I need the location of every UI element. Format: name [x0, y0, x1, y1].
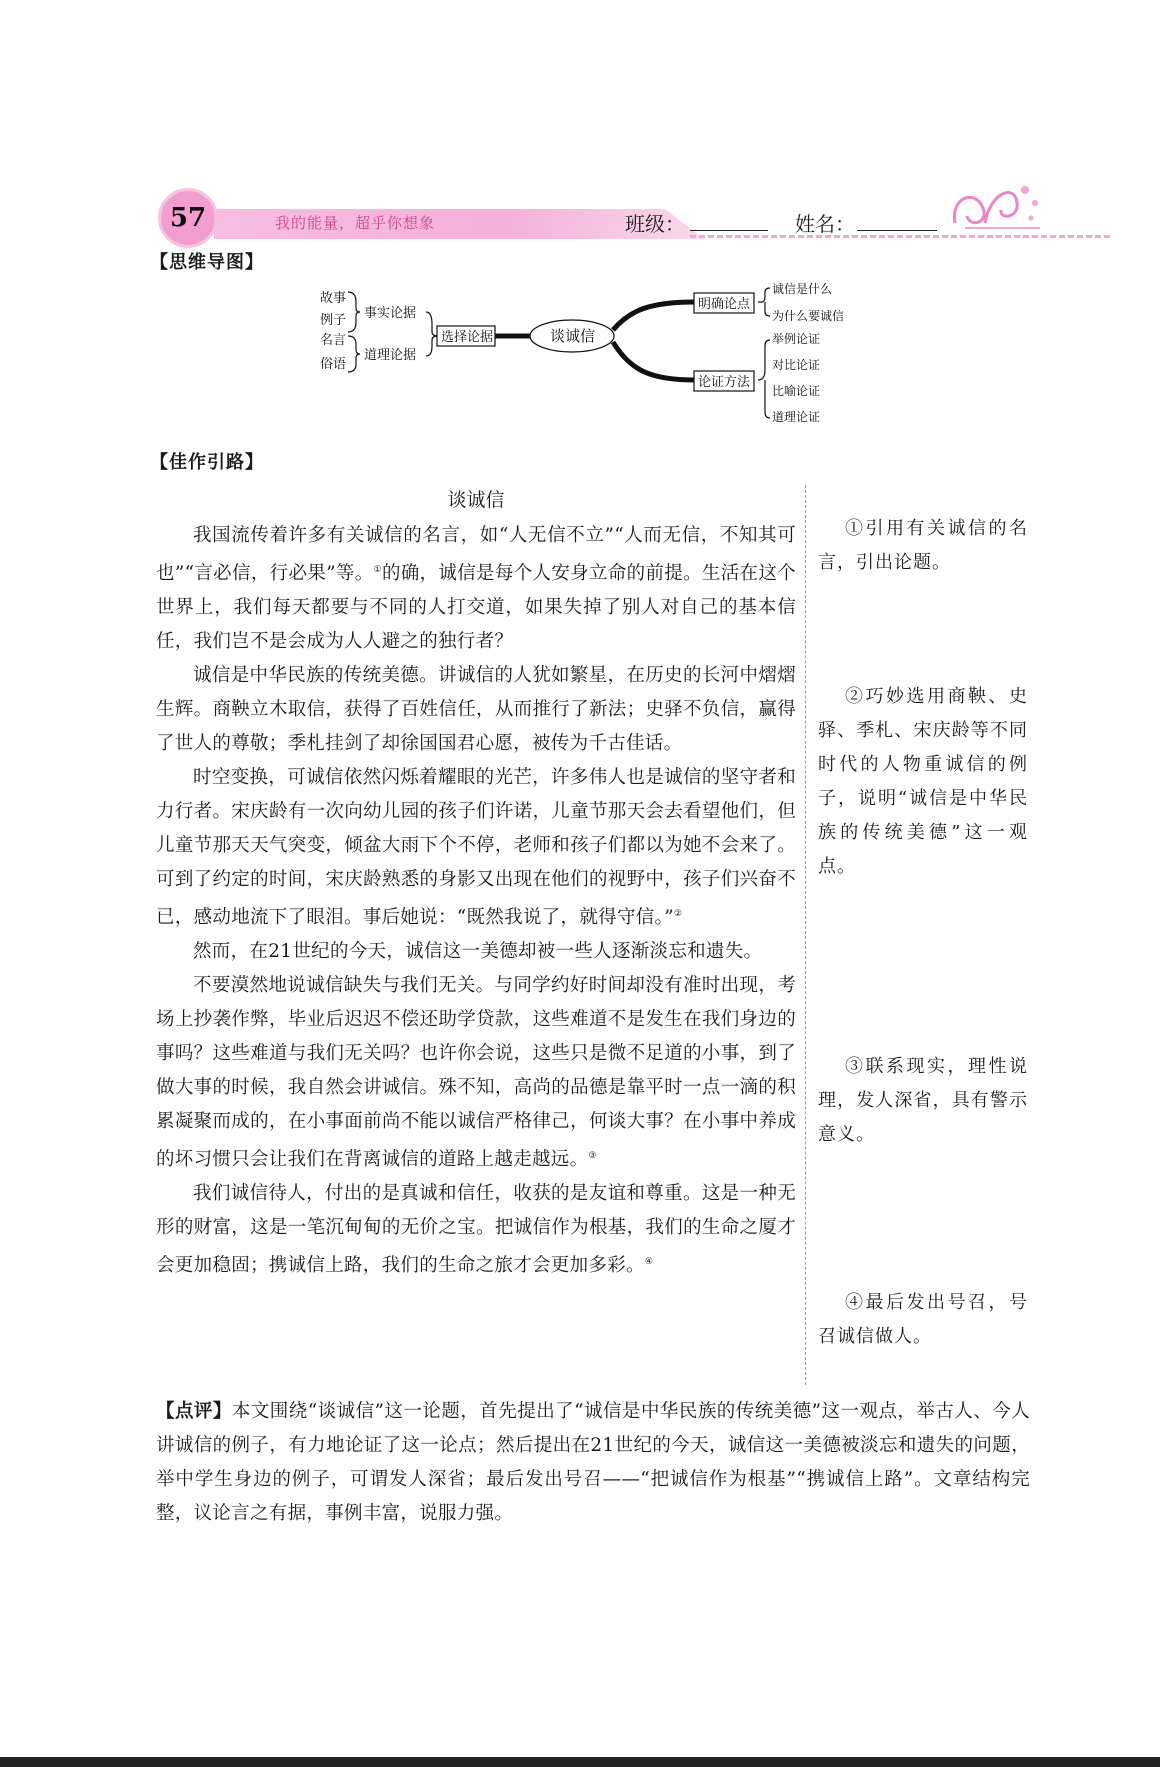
mm-leaf-reason-method: 道理论证: [772, 410, 821, 424]
mm-leaf-metaphor-method: 比喻论证: [772, 384, 821, 398]
page-number: 57: [169, 203, 207, 233]
bottom-edge-bar: [0, 1757, 1160, 1767]
mm-node-clear-thesis: 明确论点: [698, 297, 751, 312]
margin-note-1: ①引用有关诚信的名言，引出论题。: [818, 518, 1028, 573]
mm-node-select-argument: 选择论据: [441, 330, 494, 345]
article-title: 谈诚信: [447, 489, 505, 511]
article-heading: 【佳作引路】: [150, 452, 264, 473]
article-paragraph: 时空变换，可诚信依然闪烁着耀眼的光芒，许多伟人也是诚信的坚守者和力行者。宋庆龄有一次向幼儿园的孩子们许诺，儿童节那天会去看望他们，但儿童节那天天气突变，倾盆大雨下个不停，老师和孩子们都以为她不会来了。可到了约定的时间，宋庆龄熟悉的身影又出现在他们的视野中，孩子们兴奋不已，感动地流下了眼泪。事后她说：“既然我说了，就得守信。”②: [156, 767, 796, 929]
review-text: 本文围绕“谈诚信”这一论题，首先提出了“诚信是中华民族的传统美德”这一观点，举古人、今人讲诚信的例子，有力地论证了这一论点；然后提出在21世纪的今天，诚信这一美德被淡忘和遗失的问题，举中学生身边的例子，可谓发人深省；最后发出号召——“把诚信作为根基”“携诚信上路”。文章结构完整，议论言之有据，事例丰富，说服力强。: [156, 1401, 1030, 1524]
article-paragraph: 然而，在21世纪的今天，诚信这一美德却被一些人逐渐淡忘和遗失。: [193, 941, 763, 963]
class-blank-line: [690, 230, 768, 231]
mm-node-reason-argument: 道理论据: [364, 348, 417, 363]
mm-leaf-example-method: 举例论证: [772, 332, 821, 346]
margin-note-2: ②巧妙选用商鞅、史驿、季札、宋庆龄等不同时代的人物重诚信的例子，说明“诚信是中华民族的传统美德”这一观点。: [818, 686, 1028, 877]
mm-center-node: 谈诚信: [550, 327, 596, 345]
review-block: [156, 1395, 1030, 1531]
name-label: 姓名：: [795, 212, 855, 236]
mm-node-method: 论证方法: [698, 375, 751, 390]
header-dash-divider: [690, 235, 1110, 238]
class-label: 班级：: [625, 212, 685, 236]
mm-leaf-example: 例子: [320, 313, 347, 328]
mm-leaf-proverb: 俗语: [320, 357, 347, 372]
name-blank-line: [857, 230, 937, 231]
article-paragraph: 诚信是中华民族的传统美德。讲诚信的人犹如繁星，在历史的长河中熠熠生辉。商鞅立木取信，获得了百姓信任，从而推行了新法；史驿不负信，赢得了世人的尊敬；季札挂剑了却徐国国君心愿，被传为千古佳话。: [156, 665, 796, 755]
review-label: 【点评】: [156, 1401, 232, 1422]
slogan-text: 我的能量，超乎你想象: [275, 214, 436, 232]
mm-leaf-why: 为什么要诚信: [772, 309, 845, 323]
article-paragraph: 不要漠然地说诚信缺失与我们无关。与同学约好时间却没有准时出现，考场上抄袭作弊，毕业后迟迟不偿还助学贷款，这些难道不是发生在我们身边的事吗？这些难道与我们无关吗？也许你会说，这些只是微不足道的小事，到了做大事的时候，我自然会讲诚信。殊不知，高尚的品德是靠平时一点一滴的积累凝聚而成的，在小事面前尚不能以诚信严格律己，何谈大事？在小事中养成的坏习惯只会让我们在背离诚信的道路上越走越远。③: [156, 975, 796, 1171]
mm-node-fact-argument: 事实论据: [364, 306, 417, 321]
article-paragraph: 我国流传着许多有关诚信的名言，如“人无信不立”“人而无信，不知其可也”“言必信，行必果”等。①的确，诚信是每个人安身立命的前提。生活在这个世界上，我们每天都要与不同的人打交道，如果失掉了别人对自己的基本信任，我们岂不是会成为人人避之的独行者？: [156, 525, 796, 653]
mindmap-heading: 【思维导图】: [150, 252, 264, 273]
page-header: [150, 168, 1050, 248]
article-paragraph: 我们诚信待人，付出的是真诚和信任，收获的是友谊和尊重。这是一种无形的财富，这是一笔沉甸甸的无价之宝。把诚信作为根基，我们的生命之厦才会更加稳固；携诚信上路，我们的生命之旅才会更加多彩。④: [156, 1183, 796, 1277]
margin-note-4: ④最后发出号召，号召诚信做人。: [818, 1292, 1028, 1347]
decorative-swirl-icon: [945, 168, 1045, 238]
article-body: [156, 485, 796, 1284]
margin-note-3: ③联系现实，理性说理，发人深省，具有警示意义。: [818, 1056, 1028, 1145]
mm-leaf-story: 故事: [320, 291, 347, 306]
mm-leaf-contrast-method: 对比论证: [772, 358, 821, 372]
mm-leaf-what-is: 诚信是什么: [772, 282, 833, 296]
column-divider: [805, 485, 806, 1385]
mind-map-diagram: [310, 280, 870, 440]
mm-leaf-quote: 名言: [320, 333, 347, 348]
